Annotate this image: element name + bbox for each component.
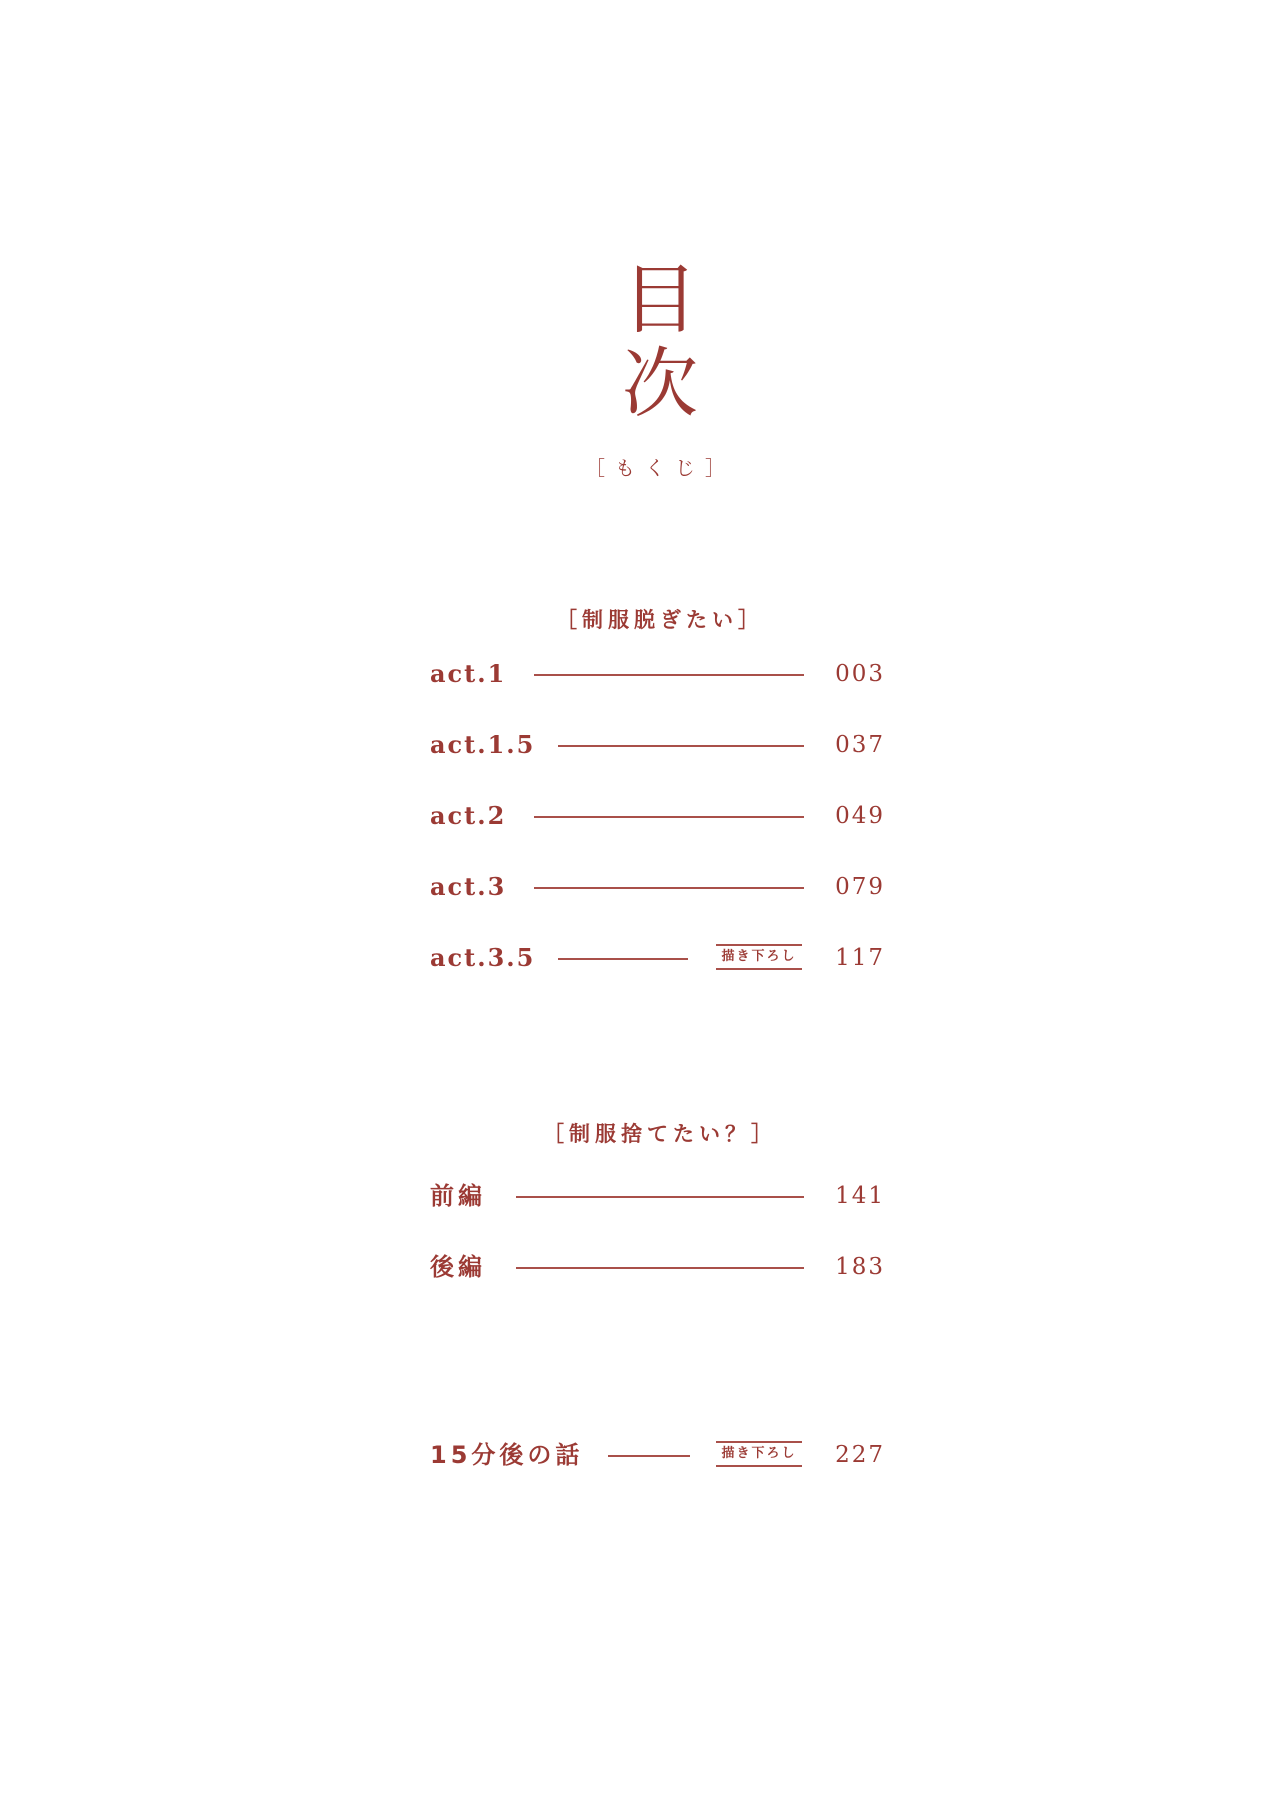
section-heading-2: ［制服捨てたい？］ (543, 1122, 777, 1146)
toc-entry-label: act.1 (430, 659, 507, 688)
leader-line (534, 887, 804, 889)
toc-entry-15-minutes-later[interactable] (430, 1435, 885, 1475)
title-reading: ［もくじ］ (585, 456, 735, 480)
toc-entry-page: 117 (835, 945, 885, 971)
new-content-badge: 描き下ろし (716, 944, 802, 970)
toc-entry-label: act.2 (430, 801, 507, 830)
leader-line (516, 1267, 804, 1269)
toc-entry-page: 183 (835, 1254, 885, 1280)
section-heading-1: ［制服脱ぎたい］ (556, 608, 764, 632)
title-char-2: 次 (622, 339, 698, 428)
toc-entry-zenpen[interactable] (430, 1176, 885, 1216)
toc-entry-page: 049 (835, 803, 885, 829)
toc-entry-kouhen[interactable] (430, 1247, 885, 1287)
toc-entry-label: act.3 (430, 872, 507, 901)
new-content-badge: 描き下ろし (716, 1441, 802, 1467)
toc-entry-page: 227 (835, 1442, 885, 1468)
toc-entry-label: act.1.5 (430, 730, 536, 759)
title-char-1: 目 (622, 255, 698, 344)
toc-entry-label: 後編 (430, 1253, 486, 1281)
toc-entry-act-1[interactable] (430, 654, 885, 694)
toc-entry-act-2[interactable] (430, 796, 885, 836)
leader-line (608, 1455, 690, 1457)
leader-line (516, 1196, 804, 1198)
toc-entry-page: 037 (835, 732, 885, 758)
toc-entry-act-3-5[interactable] (430, 938, 885, 978)
toc-entry-act-3[interactable] (430, 867, 885, 907)
toc-entry-page: 141 (835, 1183, 885, 1209)
leader-line (534, 674, 804, 676)
toc-entry-page: 003 (835, 661, 885, 687)
toc-entry-act-1-5[interactable] (430, 725, 885, 765)
leader-line (534, 816, 804, 818)
toc-entry-label: 15分後の話 (430, 1441, 584, 1469)
toc-entry-page: 079 (835, 874, 885, 900)
toc-entry-label: 前編 (430, 1182, 486, 1210)
toc-entry-label: act.3.5 (430, 943, 536, 972)
leader-line (558, 745, 804, 747)
leader-line (558, 958, 688, 960)
